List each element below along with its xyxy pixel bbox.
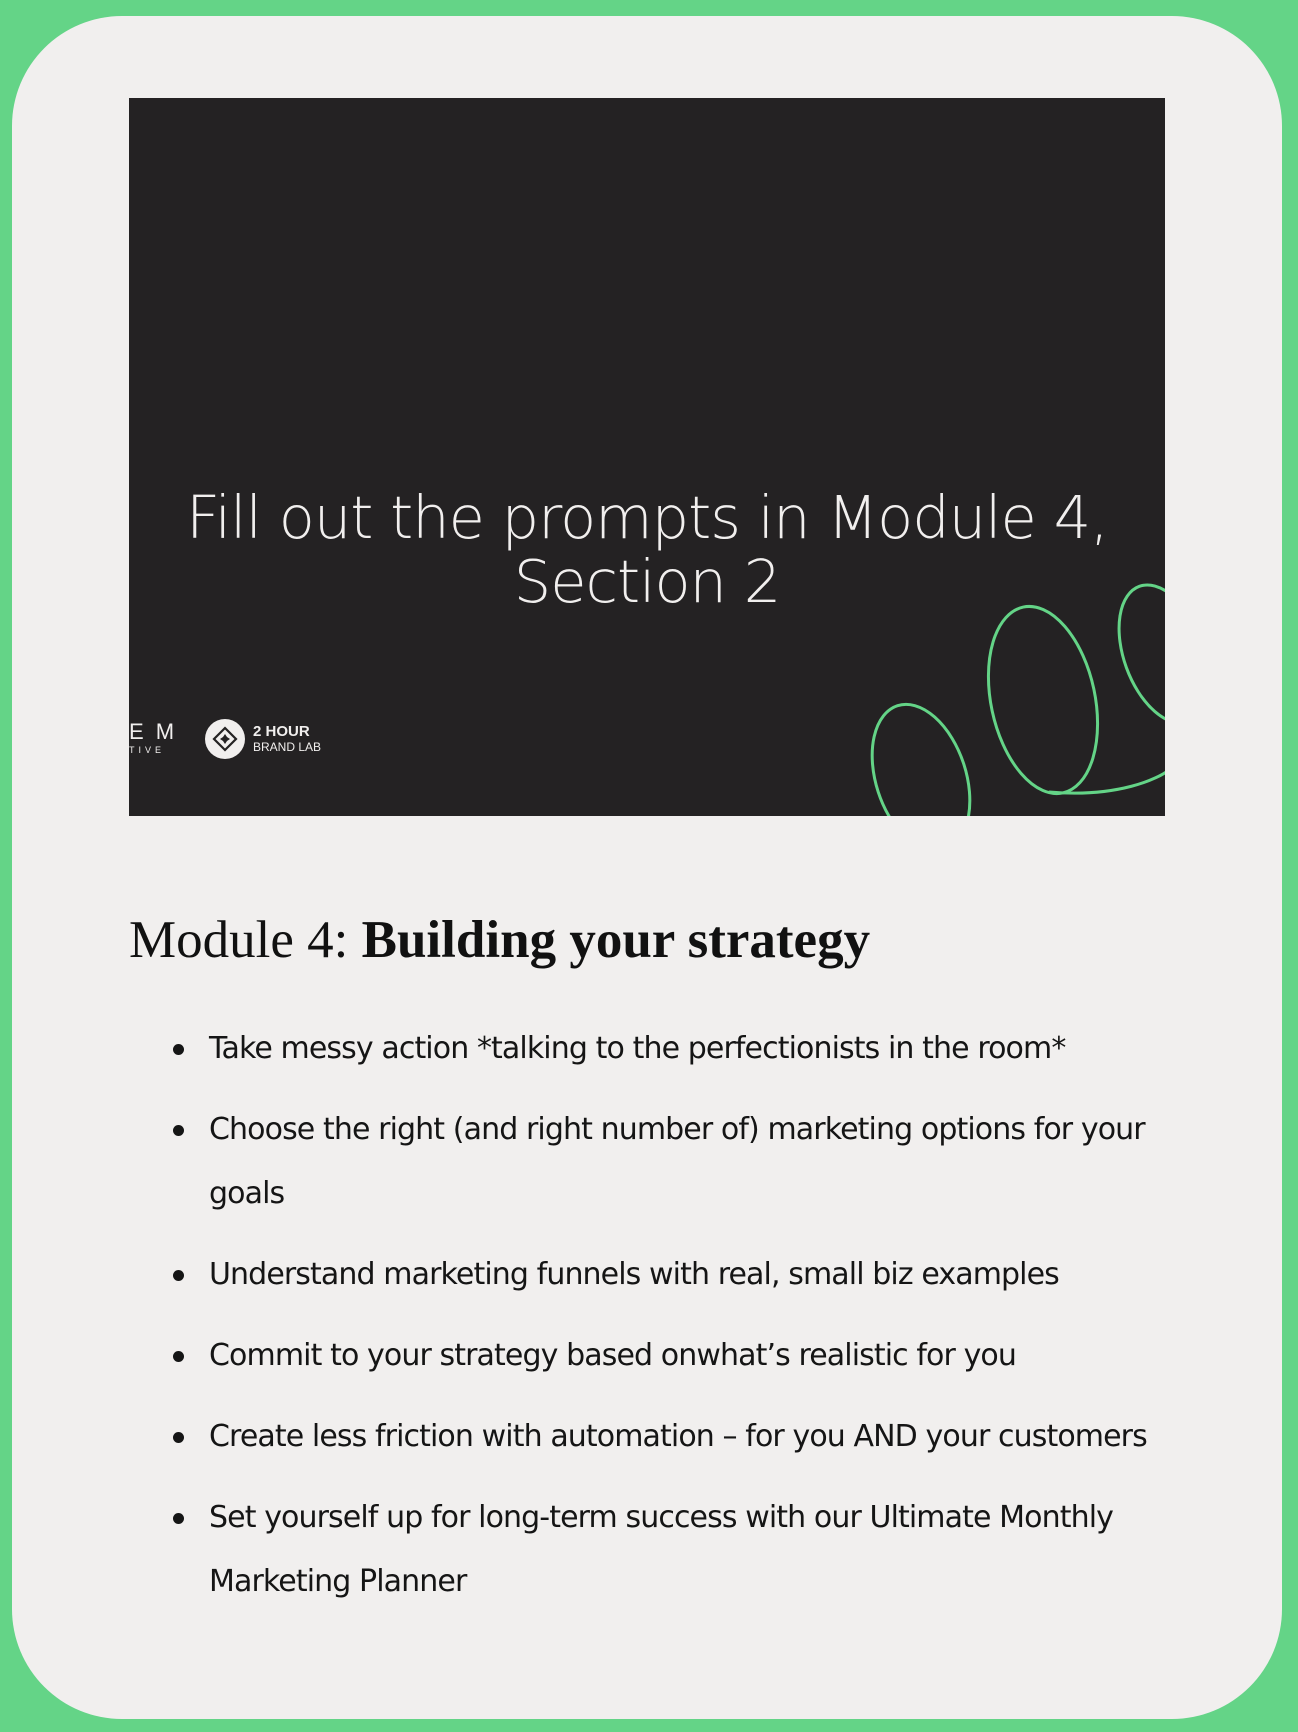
brand-lab-title: 2 HOUR bbox=[253, 723, 310, 740]
list-item-text: Understand marketing funnels with real, small biz examples bbox=[209, 1257, 1059, 1292]
list-item bbox=[129, 1243, 1169, 1307]
list-item-text: Set yourself up for long-term success with our Ultimate Monthly Marketing Planner bbox=[209, 1500, 1113, 1599]
bullet-icon bbox=[173, 1044, 184, 1055]
list-item bbox=[129, 1486, 1169, 1614]
list-item-text: Create less friction with automation – for you AND your customers bbox=[209, 1419, 1147, 1454]
slide-title-line-2: Section 2 bbox=[513, 547, 781, 616]
bullet-icon bbox=[173, 1432, 184, 1443]
list-item bbox=[129, 1017, 1169, 1081]
list-item bbox=[129, 1324, 1169, 1388]
list-item-text: Choose the right (and right number of) marketing options for your goals bbox=[209, 1112, 1145, 1211]
partner-logo bbox=[129, 720, 177, 756]
slide-title bbox=[129, 483, 1165, 616]
brand-lab-subtitle: BRAND LAB bbox=[253, 740, 322, 754]
list-item bbox=[129, 1405, 1169, 1469]
video-slide[interactable] bbox=[129, 98, 1165, 816]
module-bullet-list bbox=[129, 1017, 1169, 1631]
brand-lab-logo bbox=[205, 719, 321, 759]
list-item bbox=[129, 1098, 1169, 1226]
bullet-icon bbox=[173, 1513, 184, 1524]
module-heading-title: Building your strategy bbox=[361, 911, 871, 969]
bullet-icon bbox=[173, 1125, 184, 1136]
diamond-logo-icon bbox=[205, 719, 245, 759]
list-item-text: Commit to your strategy based onwhat’s realistic for you bbox=[209, 1338, 1017, 1373]
list-item-text: Take messy action *talking to the perfectionists in the room* bbox=[209, 1031, 1066, 1066]
decorative-loops bbox=[129, 98, 1165, 816]
module-heading-prefix: Module 4: bbox=[129, 911, 362, 969]
bullet-icon bbox=[173, 1270, 184, 1281]
slide-title-line-1: Fill out the prompts in Module 4, bbox=[186, 483, 1108, 552]
bullet-icon bbox=[173, 1351, 184, 1362]
partner-logo-subtext: TIVE bbox=[129, 745, 166, 755]
module-heading bbox=[129, 908, 870, 972]
partner-logo-text: E M bbox=[129, 719, 178, 744]
